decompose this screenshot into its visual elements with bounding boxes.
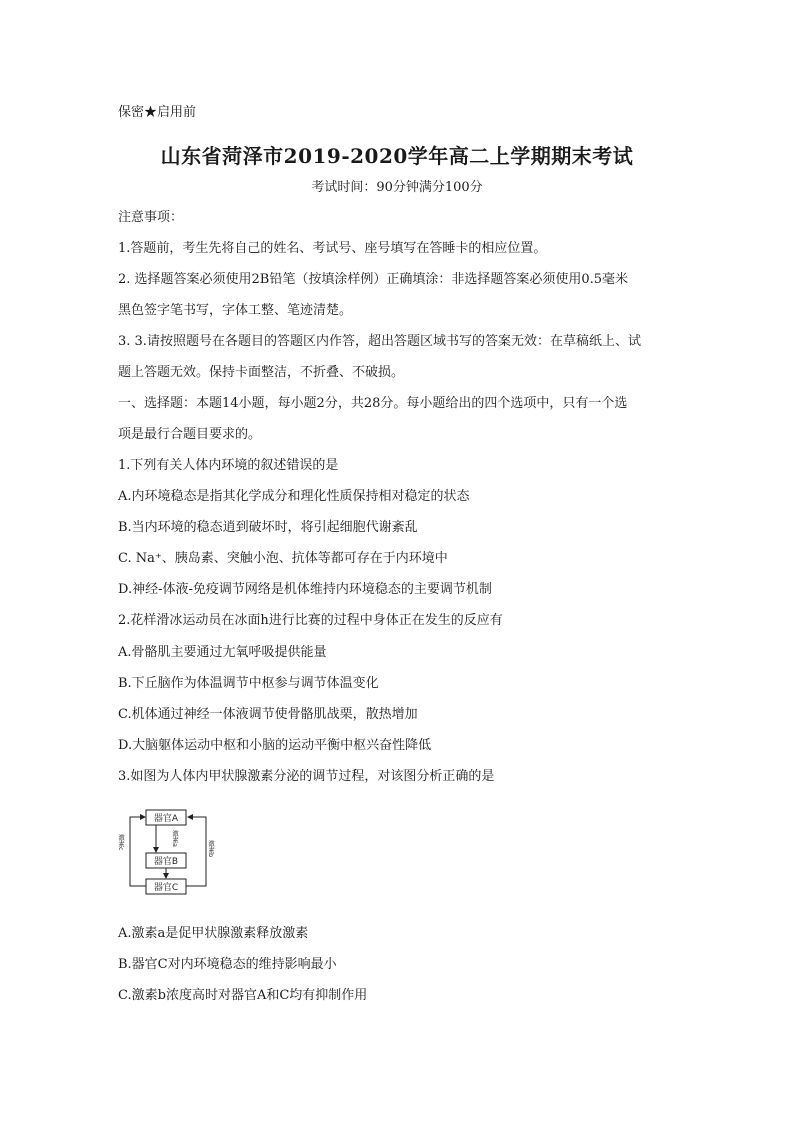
organ-a-label: 器官A (153, 814, 179, 824)
question-3-option-c: C.激素b浓度高时对器官A和C均有抑制作用 (118, 988, 368, 1003)
organ-b-label: 器官B (153, 857, 179, 867)
notice-item-3-line-1: 3. 3.请按照题号在各题目的答题区内作答，超出答题区域书写的答案无效：在草稿纸上、试 (118, 334, 641, 349)
question-1-stem: 1.下列有关人体内环境的叙述错误的是 (118, 458, 339, 473)
page-title: 山东省菏泽市2019-2020学年高二上学期期末考试 (160, 144, 634, 168)
question-2-option-b: B.下丘脑作为体温调节中枢参与调节体温变化 (118, 676, 379, 691)
exam-info: 考试时间：90分钟满分100分 (311, 180, 483, 195)
section-instruction-line-1: 一、选择题：本题14小题，每小题2分，共28分。每小题给出的四个选项中，只有一个选 (118, 396, 628, 411)
question-2-option-a: A.骨骼肌主要通过尢氧呼吸提供能量 (118, 645, 327, 660)
question-1-option-b: B.当内环境的稳态逍到破坏时，将引起细胞代谢紊乱 (118, 520, 418, 535)
question-1-option-d: D.神经-体液-免疫调节网络是机体维持内环境稳态的主要调节机制 (118, 582, 492, 597)
question-3-option-b: B.器官C对内环境稳态的维持影响最小 (118, 957, 337, 972)
notice-item-3-line-2: 题上答题无效。保持卡面整洁，不折叠、不破损。 (118, 365, 405, 380)
arrow-c-to-a (186, 817, 206, 886)
question-1-option-c: C. Na⁺、胰岛素、突触小泡、抗体等都可存在于内环境中 (118, 551, 448, 566)
question-1-option-a: A.内环境稳态是指其化学成分和理化性质保持相对稳定的状态 (118, 489, 470, 504)
hormone-b-label: 激素b (207, 840, 215, 858)
notice-heading: 注意事项： (118, 210, 184, 225)
hormone-c-label: 激素c (117, 834, 125, 851)
secret-mark: 保密★启用前 (118, 105, 197, 120)
arrow-c-loop-left (130, 817, 146, 886)
thyroid-regulation-diagram (118, 800, 228, 900)
notice-item-1: 1.答题前，考生先将自己的姓名、考试号、座号填写在答睡卡的相应位置。 (118, 241, 547, 256)
question-2-stem: 2.花样滑冰运动员在冰面h进行比赛的过程中身体正在发生的反应有 (118, 613, 503, 628)
section-instruction-line-2: 项是最行合题目要求的。 (118, 427, 262, 442)
hormone-a-label: 激素a (171, 830, 179, 847)
question-2-option-c: C.机体通过神经一体液调节使骨骼肌战栗，散热增加 (118, 707, 418, 722)
question-2-option-d: D.大脑躯体运动中枢和小脑的运动平衡中枢兴奋性降低 (118, 738, 432, 753)
question-3-stem: 3.如图为人体内甲状腺激素分泌的调节过程，对该图分析正确的是 (118, 769, 495, 784)
organ-c-label: 器官C (153, 883, 179, 893)
notice-item-2-line-1: 2. 选择题答案必须使用2B铅笔（按填涂样例）正确填涂：非选择题答案必须使用0.5毫米 (118, 272, 629, 287)
question-3-option-a: A.激素a是促甲状腺激素释放激素 (118, 926, 309, 941)
notice-item-2-line-2: 黑色签字笔书写，字体工整、笔迹清楚。 (118, 303, 353, 318)
